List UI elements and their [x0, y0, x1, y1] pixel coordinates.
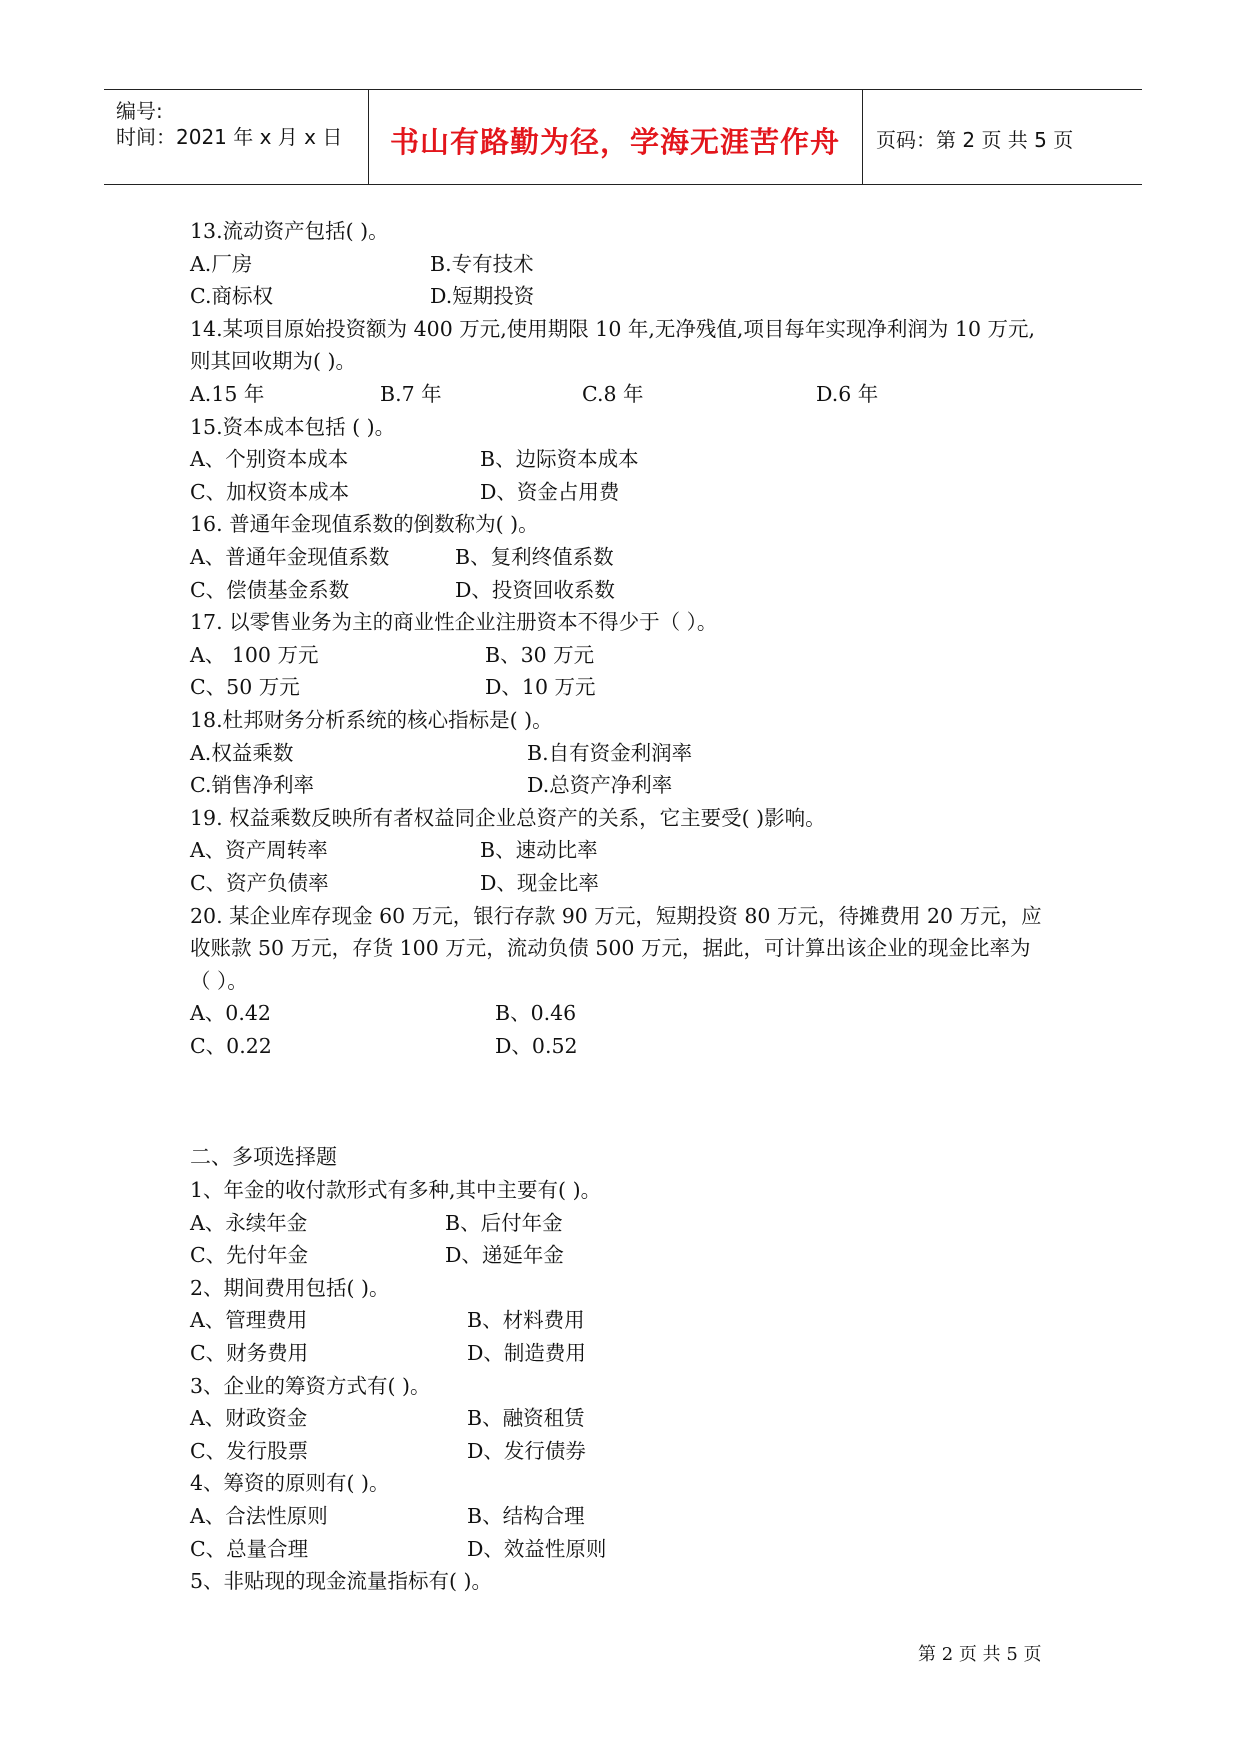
answer-option: D、0.52	[495, 1034, 578, 1058]
answer-option: B.专有技术	[430, 251, 534, 276]
answer-option: D、现金比率	[480, 871, 599, 895]
answer-option: D、资金占用费	[480, 479, 620, 504]
answer-option: C、总量合理	[190, 1536, 309, 1561]
question-stem: 19. 权益乘数反映所有者权益同企业总资产的关系，它主要受( )影响。	[190, 805, 826, 830]
question-stem: 2、期间费用包括( )。	[190, 1275, 390, 1300]
answer-option: C、先付年金	[190, 1243, 309, 1268]
answer-option: A、永续年金	[190, 1210, 308, 1235]
answer-option: D、10 万元	[485, 675, 596, 700]
answer-option: A、财政资金	[190, 1406, 308, 1431]
answer-option: B.自有资金利润率	[527, 740, 693, 765]
question-stem: 18.杜邦财务分析系统的核心指标是( )。	[190, 708, 553, 732]
answer-option: C、财务费用	[190, 1341, 309, 1365]
header-page-label: 页码：第 2 页 共 5 页	[876, 128, 1074, 152]
answer-option: A、0.42	[190, 1001, 271, 1026]
answer-option: C、发行股票	[190, 1438, 309, 1463]
answer-option: B、30 万元	[485, 642, 595, 667]
question-stem: 5、非贴现的现金流量指标有( )。	[190, 1569, 493, 1594]
question-stem: 3、企业的筹资方式有( )。	[190, 1373, 431, 1398]
answer-option: C.商标权	[190, 284, 273, 309]
answer-option: A.15 年	[190, 382, 265, 406]
question-stem: 收账款 50 万元，存货 100 万元，流动负债 500 万元，据此，可计算出该企业的现金比率为	[190, 936, 1031, 961]
answer-option: A、个别资本成本	[190, 447, 349, 472]
answer-option: B、边际资本成本	[480, 447, 639, 472]
answer-option: A、普通年金现值系数	[190, 545, 390, 569]
question-stem: 13.流动资产包括( )。	[190, 219, 389, 243]
answer-option: A、管理费用	[190, 1308, 308, 1333]
answer-option: B、材料费用	[467, 1308, 585, 1333]
answer-option: D、递延年金	[445, 1243, 564, 1268]
answer-option: C、加权资本成本	[190, 479, 350, 504]
answer-option: B、后付年金	[445, 1210, 563, 1235]
answer-option: C、资产负债率	[190, 871, 329, 895]
question-stem: （ ）。	[190, 968, 248, 993]
answer-option: A.权益乘数	[190, 740, 294, 765]
answer-option: A.厂房	[190, 251, 253, 276]
document-time-label: 时间：2021 年 x 月 x 日	[116, 125, 343, 149]
answer-option: B.7 年	[380, 382, 442, 406]
answer-option: D、效益性原则	[467, 1536, 607, 1561]
header-motto: 书山有路勤为径，学海无涯苦作舟	[389, 125, 840, 159]
answer-option: C、50 万元	[190, 675, 300, 700]
question-stem: 20. 某企业库存现金 60 万元，银行存款 90 万元，短期投资 80 万元，待摊费用 20 万元，应	[190, 903, 1042, 928]
answer-option: C.销售净利率	[190, 773, 314, 798]
answer-option: C、偿债基金系数	[190, 577, 350, 602]
answer-option: D、投资回收系数	[455, 577, 615, 602]
answer-option: A、 100 万元	[190, 642, 319, 667]
page-footer: 第 2 页 共 5 页	[918, 1644, 1042, 1665]
answer-option: B、0.46	[495, 1001, 577, 1026]
question-stem: 15.资本成本包括 ( )。	[190, 414, 396, 439]
document-number-label: 编号:	[116, 99, 163, 123]
answer-option: B、速动比率	[480, 838, 598, 863]
answer-option: D.短期投资	[430, 284, 535, 309]
answer-option: D.总资产净利率	[527, 773, 673, 798]
answer-option: D、发行债券	[467, 1438, 586, 1463]
answer-option: D、制造费用	[467, 1341, 586, 1365]
question-stem: 16. 普通年金现值系数的倒数称为( )。	[190, 512, 539, 537]
answer-option: B、融资租赁	[467, 1406, 585, 1431]
question-stem: 则其回收期为( )。	[190, 349, 357, 374]
question-stem: 14.某项目原始投资额为 400 万元,使用期限 10 年,无净残值,项目每年实现净利润为 10 万元,	[190, 316, 1036, 341]
answer-option: A、合法性原则	[190, 1504, 328, 1528]
question-stem: 1、年金的收付款形式有多种,其中主要有( )。	[190, 1178, 602, 1202]
answer-option: C、0.22	[190, 1034, 272, 1058]
answer-option: D.6 年	[816, 382, 879, 406]
answer-option: C.8 年	[582, 382, 644, 406]
section-title: 二、多项选择题	[190, 1145, 337, 1169]
answer-option: B、复利终值系数	[455, 545, 614, 569]
answer-option: A、资产周转率	[190, 838, 328, 863]
answer-option: B、结构合理	[467, 1504, 585, 1528]
question-stem: 4、筹资的原则有( )。	[190, 1471, 390, 1496]
question-stem: 17. 以零售业务为主的商业性企业注册资本不得少于（ ）。	[190, 610, 718, 635]
